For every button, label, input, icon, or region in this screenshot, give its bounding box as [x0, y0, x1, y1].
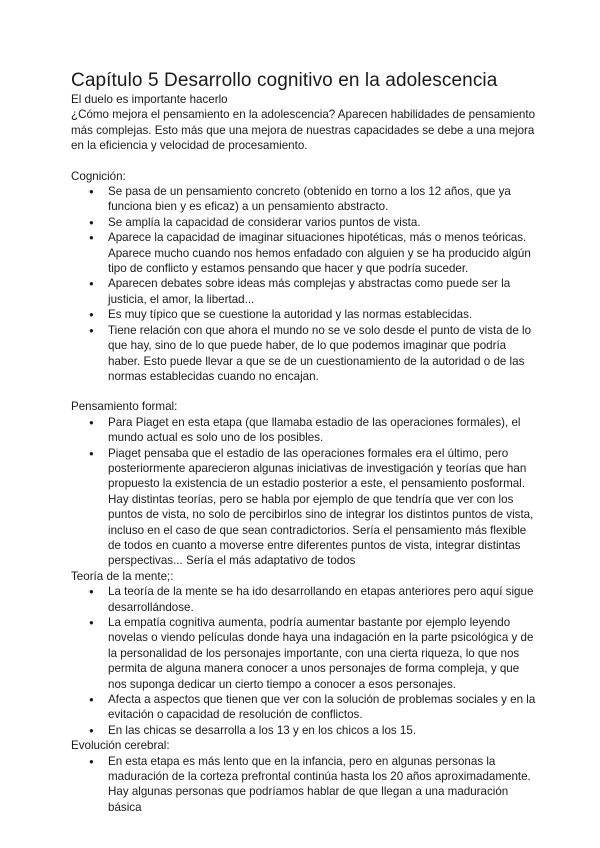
list-item: ● La teoría de la mente se ha ido desarrollando en etapas anteriores pero aquí sigue desarrollándose.: [108, 584, 536, 615]
list-item: ● La empatía cognitiva aumenta, podría aumentar bastante por ejemplo leyendo novelas o viendo películas donde haya una indagación en la parte psicológica y de la personalidad de los personajes importante, con una cierta riqueza, lo que nos permita de alguna manera conocer a unos personajes de forma compleja, y que nos suponga dedicar un cierto tiempo a conocer a esos personajes.: [108, 615, 536, 692]
intro-paragraph: ¿Cómo mejora el pensamiento en la adolescencia? Aparecen habilidades de pensamiento más complejas. Esto más que una mejora de nuestras capacidades se debe a una mejora en la eficiencia y velocidad de procesamiento.: [71, 108, 536, 153]
section-heading-cognicion: Cognición:: [71, 169, 126, 183]
bullet-list-pensamiento-formal: [71, 415, 536, 569]
section-heading-teoria-mente: Teoría de la mente;:: [71, 569, 174, 583]
list-item: ● Aparece la capacidad de imaginar situaciones hipotéticas, más o menos teóricas. Aparece mucho cuando nos hemos enfadado con alguien y se ha producido algún tipo de conflicto y estamos pensando que hacer y que podría suceder.: [108, 230, 536, 276]
list-item: ● Es muy típico que se cuestione la autoridad y las normas establecidas.: [108, 307, 536, 322]
bullet-list-teoria-mente: [71, 584, 536, 738]
list-item: ● Para Piaget en esta etapa (que llamaba estadio de las operaciones formales), el mundo actual es solo uno de los posibles.: [108, 415, 536, 446]
chapter-title: Capítulo 5 Desarrollo cognitivo en la adolescencia: [71, 70, 498, 91]
list-item: ● Aparecen debates sobre ideas más complejas y abstractas como puede ser la justicia, el amor, la libertad...: [108, 276, 536, 307]
list-item: ● Se pasa de un pensamiento concreto (obtenido en torno a los 12 años, que ya funciona bien y es eficaz) a un pensamiento abstracto.: [108, 184, 536, 215]
list-item: ● Piaget pensaba que el estadio de las operaciones formales era el último, pero posteriormente aparecieron algunas iniciativas de investigación y teorías que han propuesto la existencia de un estadio posterior a este, el pensamiento posformal. Hay distintas teorías, pero se habla por ejemplo de que tendría que ver con los puntos de vista, no solo de percibirlos sino de integrar los distintos puntos de vista, incluso en el caso de que sean contradictorios. Sería el pensamiento más flexible de todos en cuanto a moverse entre diferentes puntos de vista, integrar distintas perspectivas... Sería el más adaptativo de todos: [108, 446, 536, 569]
section-heading-pensamiento-formal: Pensamiento formal:: [71, 400, 178, 414]
section-heading-evolucion-cerebral: Evolución cerebral:: [71, 739, 170, 753]
bullet-list-evolucion-cerebral: [71, 754, 536, 816]
list-item: ● Se amplía la capacidad de considerar varios puntos de vista.: [108, 215, 536, 230]
list-item: ● En las chicas se desarrolla a los 13 y en los chicos a los 15.: [108, 723, 536, 738]
list-item: ● Afecta a aspectos que tienen que ver con la solución de problemas sociales y en la evitación o capacidad de resolución de conflictos.: [108, 692, 536, 723]
bullet-list-cognicion: [71, 184, 536, 384]
subtitle: El duelo es importante hacerlo: [71, 93, 228, 106]
list-item: ● En esta etapa es más lento que en la infancia, pero en algunas personas la maduración de la corteza prefrontal continúa hasta los 20 años aproximadamente. Hay algunas personas que podríamos hablar de que llegan a una maduración básica: [108, 754, 536, 816]
list-item: ● Tiene relación con que ahora el mundo no se ve solo desde el punto de vista de lo que hay, sino de lo que puede haber, de lo que podemos imaginar que podría haber. Esto puede llevar a que se de un cuestionamiento de la autoridad o de las normas establecidas cuando no encajan.: [108, 323, 536, 385]
